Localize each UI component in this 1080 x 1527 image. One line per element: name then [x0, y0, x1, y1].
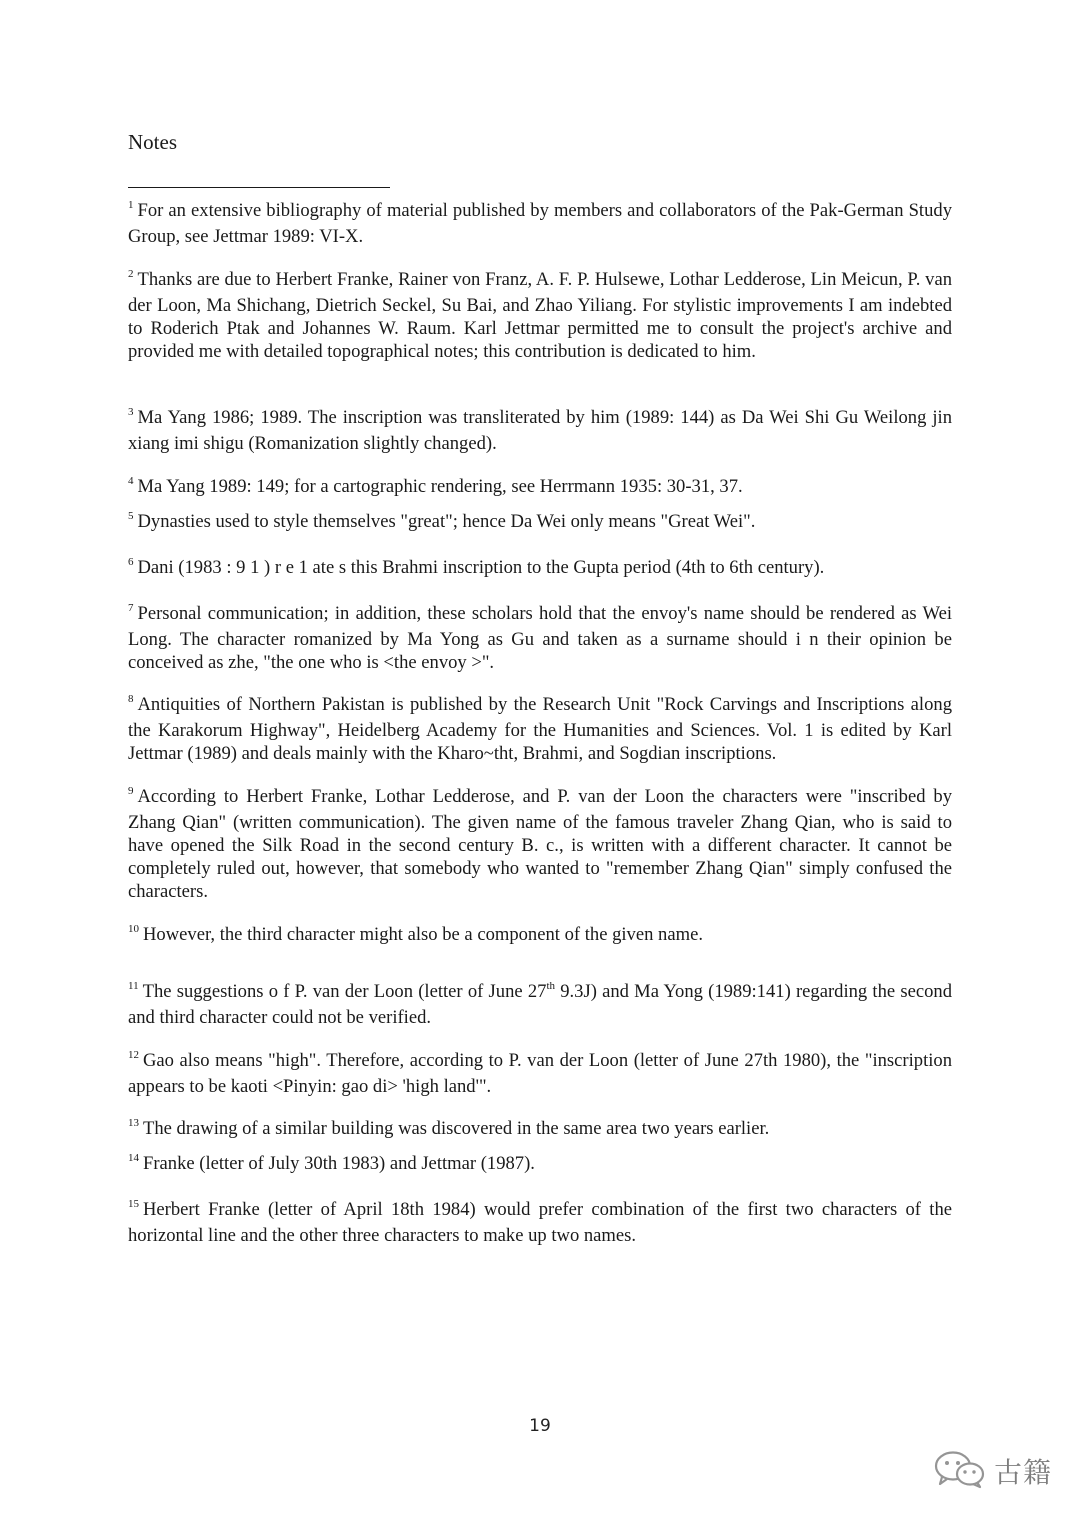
footnote-text: Personal communication; in addition, these scholars hold that the envoy's name should be rendered as Wei Long. The character romanized by Ma Yong as Gu and taken as a surname should i n their opinion be conceived as zhe, "the one who is <the envoy >". [128, 603, 952, 673]
footnote-10 [128, 923, 952, 949]
footnote-text: Ma Yang 1986; 1989. The inscription was transliterated by him (1989: 144) as Da Wei Shi Gu Weilong jin xiang imi shigu (Romanization slightly changed). [128, 407, 952, 454]
footnote-9 [128, 785, 952, 903]
footnote-number: 6 [128, 556, 134, 568]
footnote-number: 5 [128, 510, 134, 522]
footnote-11 [128, 980, 952, 1029]
footnote-text: Thanks are due to Herbert Franke, Rainer von Franz, A. F. P. Hulsewe, Lothar Ledderose, Lin Meicun, P. van der Loon, Ma Shichang, Dietrich Seckel, Su Bai, and Zhao Yiliang. For stylistic improvements I am indebted to Roderich Ptak and Johannes W. Raum. Karl Jettmar permitted me to consult the project's archive and provided me with detailed topographical notes; this contribution is dedicated to him. [128, 269, 952, 362]
footnote-number: 3 [128, 406, 134, 418]
footnote-number: 10 [128, 923, 139, 935]
footnote-text: Ma Yang 1989: 149; for a cartographic rendering, see Herrmann 1935: 30-31, 37. [137, 476, 743, 497]
footnote-text: Dani (1983 : 9 1 ) r e 1 ate s this Brahmi inscription to the Gupta period (4th to 6th century). [137, 557, 825, 578]
footnote-number: 11 [128, 980, 139, 992]
footnote-14 [128, 1152, 952, 1178]
footnote-8 [128, 693, 952, 765]
footnote-text: Franke (letter of July 30th 1983) and Jettmar (1987). [143, 1153, 535, 1174]
footnote-text: Herbert Franke (letter of April 18th 1984) would prefer combination of the first two characters of the horizontal line and the other three characters to make up two names. [128, 1199, 952, 1246]
footnote-13 [128, 1117, 952, 1143]
footnote-number: 14 [128, 1152, 139, 1164]
ordinal-suffix: th [546, 980, 555, 992]
watermark-text: 古籍 [994, 1456, 1053, 1489]
footnote-12 [128, 1049, 952, 1098]
footnote-6 [128, 556, 952, 582]
footnote-text: Gao also means "high". Therefore, according to P. van der Loon (letter of June 27th 1980), the "inscription appears to be kaoti <Pinyin: gao di> 'high land'". [128, 1050, 952, 1097]
notes-heading: Notes [128, 130, 177, 154]
footnote-text: The drawing of a similar building was discovered in the same area two years earlier. [143, 1118, 770, 1139]
watermark [932, 1448, 1052, 1494]
footnote-1 [128, 199, 952, 248]
wechat-icon [932, 1449, 988, 1494]
footnote-number: 12 [128, 1049, 139, 1061]
footnote-text: For an extensive bibliography of material published by members and collaborators of the Pak-German Study Group, see Jettmar 1989: VI-X. [128, 200, 952, 247]
footnote-3 [128, 406, 952, 455]
footnote-number: 1 [128, 199, 134, 211]
footnote-7 [128, 602, 952, 674]
footnote-number: 2 [128, 268, 134, 280]
footnote-number: 9 [128, 785, 134, 797]
footnote-text: The suggestions o f P. van der Loon (letter of June 27 [142, 981, 547, 1002]
footnote-text: Antiquities of Northern Pakistan is published by the Research Unit "Rock Carvings and Inscriptions along the Karakorum Highway", Heidelberg Academy for the Humanities and Sciences. Vol. 1 is edited by Karl Jettmar (1989) and deals mainly with the Kharo~tht, Brahmi, and Sogdian inscriptions. [128, 694, 952, 764]
footnote-text: However, the third character might also be a component of the given name. [143, 924, 703, 945]
footnote-4 [128, 475, 952, 501]
footnote-5 [128, 510, 952, 536]
footnote-text: According to Herbert Franke, Lothar Ledderose, and P. van der Loon the characters were "inscribed by Zhang Qian" (written communication). The given name of the famous traveler Zhang Qian, who is said to have opened the Silk Road in the second century B. c., is written with a different character. It cannot be completely ruled out, however, that somebody who wanted to "remember Zhang Qian" simply confused the characters. [128, 786, 952, 902]
footnote-number: 8 [128, 693, 134, 705]
footnote-15 [128, 1198, 952, 1247]
footnote-number: 4 [128, 475, 134, 487]
footnote-number: 15 [128, 1198, 139, 1210]
footnote-2 [128, 268, 952, 363]
footnote-divider [128, 187, 390, 188]
page-number: 19 [529, 1416, 551, 1436]
footnote-text: Dynasties used to style themselves "great"; hence Da Wei only means "Great Wei". [137, 511, 756, 532]
footnote-text-continued: 9.3J) and Ma Yong (1989:141) regarding the second and third character could not be verified. [128, 981, 952, 1028]
footnote-number: 13 [128, 1117, 139, 1129]
footnote-number: 7 [128, 602, 134, 614]
